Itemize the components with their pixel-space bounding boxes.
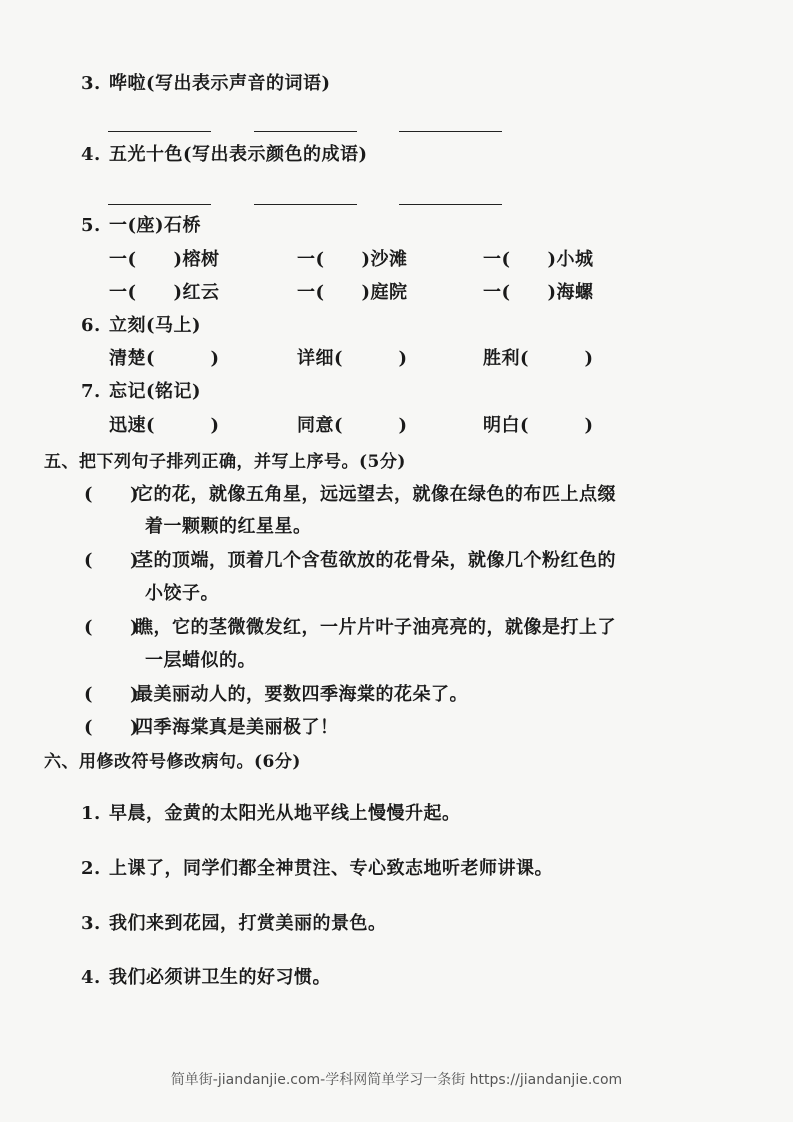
- question-5-number: 5.: [81, 215, 101, 236]
- antonym-item: 同意( ): [297, 415, 408, 436]
- order-bracket[interactable]: ( ): [84, 617, 140, 638]
- answer-blank[interactable]: [399, 204, 502, 205]
- measure-word-item: 一( )海螺: [483, 282, 594, 303]
- sick-sentence-number: 1.: [81, 803, 101, 824]
- order-bracket[interactable]: ( ): [84, 550, 140, 571]
- sentence-line: 一层蜡似的。: [145, 650, 256, 671]
- measure-word-item: 一( )小城: [483, 249, 594, 270]
- sick-sentence: 我们来到花园，打赏美丽的景色。: [109, 913, 387, 934]
- measure-word-item: 一( )庭院: [297, 282, 408, 303]
- question-6-number: 6.: [81, 315, 101, 336]
- sentence-line: 茎的顶端，顶着几个含苞欲放的花骨朵，就像几个粉红色的: [135, 550, 616, 571]
- question-6-text: 立刻(马上): [109, 315, 202, 336]
- sentence-line: 小饺子。: [145, 583, 219, 604]
- sick-sentence: 早晨，金黄的太阳光从地平线上慢慢升起。: [109, 803, 461, 824]
- answer-blank[interactable]: [254, 131, 357, 132]
- question-4-number: 4.: [81, 144, 101, 165]
- synonym-item: 胜利( ): [483, 348, 594, 369]
- footer-source-text: 简单街-jiandanjie.com-学科网简单学习一条街 https://jiandanjie.com: [170, 1072, 623, 1088]
- question-7-number: 7.: [81, 381, 101, 402]
- question-7-text: 忘记(铭记): [109, 381, 202, 402]
- sick-sentence-number: 3.: [81, 913, 101, 934]
- synonym-item: 详细( ): [297, 348, 408, 369]
- sick-sentence-number: 2.: [81, 858, 101, 879]
- order-bracket[interactable]: ( ): [84, 484, 140, 505]
- sentence-line: 四季海棠真是美丽极了！: [135, 717, 339, 738]
- question-3-number: 3.: [81, 73, 101, 94]
- sick-sentence-number: 4.: [81, 967, 101, 988]
- answer-blank[interactable]: [399, 131, 502, 132]
- section-5-heading: 五、把下列句子排列正确，并写上序号。(5分): [44, 452, 406, 472]
- order-bracket[interactable]: ( ): [84, 684, 140, 705]
- sick-sentence: 上课了，同学们都全神贯注、专心致志地听老师讲课。: [109, 858, 553, 879]
- answer-blank[interactable]: [108, 204, 211, 205]
- sick-sentence: 我们必须讲卫生的好习惯。: [109, 967, 331, 988]
- answer-blank[interactable]: [254, 204, 357, 205]
- antonym-item: 迅速( ): [109, 415, 220, 436]
- order-bracket[interactable]: ( ): [84, 717, 140, 738]
- measure-word-item: 一( )榕树: [109, 249, 220, 270]
- question-4-text: 五光十色(写出表示颜色的成语): [109, 144, 368, 165]
- sentence-line: 它的花，就像五角星，远远望去，就像在绿色的布匹上点缀: [135, 484, 616, 505]
- antonym-item: 明白( ): [483, 415, 594, 436]
- question-5-text: 一(座)石桥: [109, 215, 202, 236]
- sentence-line: 瞧，它的茎微微发红，一片片叶子油亮亮的，就像是打上了: [135, 617, 616, 638]
- measure-word-item: 一( )红云: [109, 282, 220, 303]
- measure-word-item: 一( )沙滩: [297, 249, 408, 270]
- answer-blank[interactable]: [108, 131, 211, 132]
- section-6-heading: 六、用修改符号修改病句。(6分): [44, 752, 301, 772]
- sentence-line: 最美丽动人的，要数四季海棠的花朵了。: [135, 684, 468, 705]
- sentence-line: 着一颗颗的红星星。: [145, 516, 312, 537]
- question-3-text: 哗啦(写出表示声音的词语): [109, 73, 331, 94]
- synonym-item: 清楚( ): [109, 348, 220, 369]
